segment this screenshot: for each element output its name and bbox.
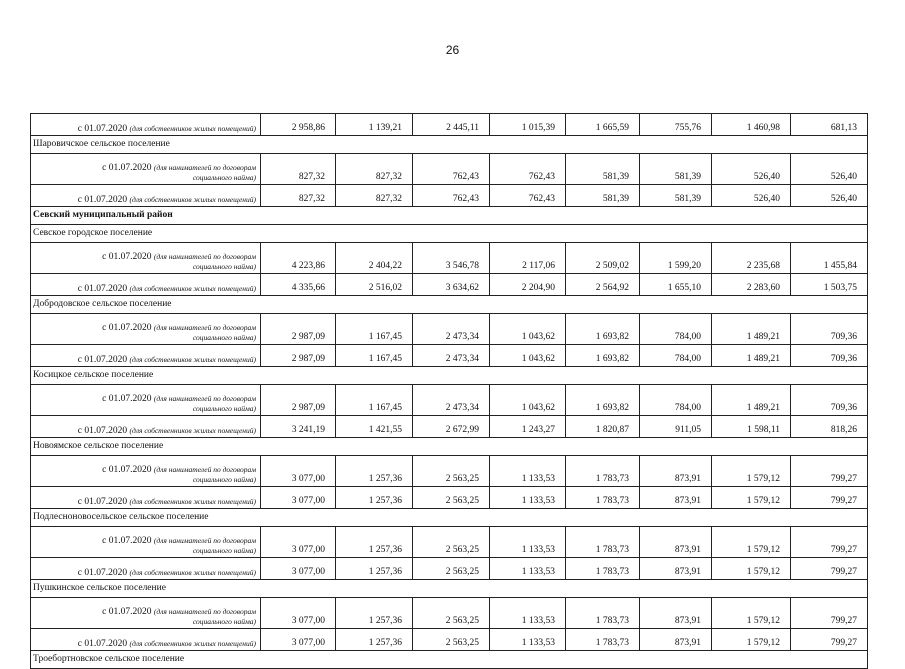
- tariff-value-cell: 799,27: [791, 527, 868, 558]
- tariff-value-cell: 709,36: [791, 314, 868, 345]
- date-label: с 01.07.2020: [102, 323, 152, 333]
- tariff-value-cell: 784,00: [640, 385, 712, 416]
- tariff-value-cell: 1 503,75: [791, 274, 868, 296]
- tariff-value-cell: 1 655,10: [640, 274, 712, 296]
- tariff-value-cell: 4 335,66: [261, 274, 336, 296]
- table-row: [31, 580, 868, 598]
- tariff-value-cell: 2 445,11: [413, 114, 490, 136]
- tariff-value-cell: 709,36: [791, 385, 868, 416]
- date-label: с 01.07.2020: [102, 465, 152, 475]
- tenant-note-line1: (для нанимателей по договорам: [153, 394, 256, 403]
- date-label: с 01.07.2020: [102, 252, 152, 262]
- tariff-value-cell: 2 473,34: [413, 385, 490, 416]
- tariff-value-cell: 3 077,00: [261, 598, 336, 629]
- table-row: [31, 136, 868, 154]
- tariff-value-cell: 911,05: [640, 416, 712, 438]
- tariff-value-cell: 1 579,12: [712, 558, 791, 580]
- page-number: 26: [445, 43, 460, 57]
- settlement-heading: Косицкое сельское поселение: [31, 367, 868, 385]
- owner-note: (для собственников жилых помещений): [129, 568, 256, 577]
- date-label: с 01.07.2020: [77, 284, 128, 294]
- tariff-value-cell: 1 257,36: [336, 598, 413, 629]
- date-label: с 01.07.2020: [77, 426, 128, 436]
- table-row: [31, 154, 868, 185]
- settlement-heading: Пушкинское сельское поселение: [31, 580, 868, 598]
- tariff-value-cell: 784,00: [640, 314, 712, 345]
- tariff-value-cell: 1 579,12: [712, 527, 791, 558]
- tariff-value-cell: 2 672,99: [413, 416, 490, 438]
- tariff-value-cell: 2 563,25: [413, 558, 490, 580]
- tariff-value-cell: 581,39: [640, 154, 712, 185]
- tariff-value-cell: 827,32: [261, 185, 336, 207]
- tariff-value-cell: 3 077,00: [261, 456, 336, 487]
- tariff-value-cell: 1 599,20: [640, 243, 712, 274]
- tenant-row-label: [31, 598, 261, 629]
- date-label: с 01.07.2020: [102, 163, 152, 173]
- tenant-note-line1: (для нанимателей по договорам: [153, 607, 256, 616]
- tariff-value-cell: 3 077,00: [261, 629, 336, 651]
- tenant-note-line1: (для нанимателей по договорам: [153, 465, 256, 474]
- date-label: с 01.07.2020: [77, 355, 128, 365]
- tariff-value-cell: 762,43: [490, 154, 566, 185]
- settlement-heading: Новоямское сельское поселение: [31, 438, 868, 456]
- table-row: [31, 527, 868, 558]
- tariff-value-cell: 1 783,73: [566, 487, 640, 509]
- tariff-value-cell: 1 579,12: [712, 629, 791, 651]
- table-row: [31, 558, 868, 580]
- tenant-row-label: [31, 456, 261, 487]
- tariff-value-cell: 799,27: [791, 487, 868, 509]
- tariff-value-cell: 1 783,73: [566, 558, 640, 580]
- tariff-value-cell: 1 693,82: [566, 345, 640, 367]
- tariff-value-cell: 1 167,45: [336, 345, 413, 367]
- table-row: [31, 367, 868, 385]
- tariff-value-cell: 2 987,09: [261, 345, 336, 367]
- tariff-value-cell: 3 077,00: [261, 558, 336, 580]
- table-row: [31, 487, 868, 509]
- tariff-value-cell: 581,39: [566, 154, 640, 185]
- tariff-value-cell: 1 579,12: [712, 598, 791, 629]
- tariff-value-cell: 1 133,53: [490, 487, 566, 509]
- date-label: с 01.07.2020: [77, 124, 128, 134]
- tariff-value-cell: 827,32: [261, 154, 336, 185]
- tenant-row-label: [31, 385, 261, 416]
- owner-note: (для собственников жилых помещений): [129, 639, 256, 648]
- tariff-value-cell: 3 546,78: [413, 243, 490, 274]
- tariff-value-cell: 1 257,36: [336, 487, 413, 509]
- tariff-value-cell: 827,32: [336, 185, 413, 207]
- owner-note: (для собственников жилых помещений): [129, 355, 256, 364]
- owner-note: (для собственников жилых помещений): [129, 497, 256, 506]
- tenant-note-line2: социального найма): [192, 262, 256, 271]
- tariff-value-cell: 3 077,00: [261, 487, 336, 509]
- table-row: [31, 243, 868, 274]
- tariff-value-cell: 1 598,11: [712, 416, 791, 438]
- tariff-value-cell: 2 987,09: [261, 385, 336, 416]
- tariff-value-cell: 1 257,36: [336, 527, 413, 558]
- tariff-value-cell: 2 958,86: [261, 114, 336, 136]
- tariff-value-cell: 873,91: [640, 487, 712, 509]
- owner-note: (для собственников жилых помещений): [129, 124, 256, 133]
- tenant-note-line2: социального найма): [192, 173, 256, 182]
- tariff-value-cell: 1 043,62: [490, 345, 566, 367]
- tariff-value-cell: 1 693,82: [566, 314, 640, 345]
- owner-row-label: [31, 487, 261, 509]
- tariff-value-cell: 1 783,73: [566, 456, 640, 487]
- tariff-value-cell: 799,27: [791, 629, 868, 651]
- tariff-value-cell: 2 404,22: [336, 243, 413, 274]
- tariff-value-cell: 1 579,12: [712, 487, 791, 509]
- tariff-value-cell: 2 509,02: [566, 243, 640, 274]
- tariff-value-cell: 873,91: [640, 558, 712, 580]
- tariff-value-cell: 762,43: [413, 185, 490, 207]
- tariff-value-cell: 709,36: [791, 345, 868, 367]
- tariff-value-cell: 2 283,60: [712, 274, 791, 296]
- settlement-heading: Шаровичское сельское поселение: [31, 136, 868, 154]
- tenant-note-line2: социального найма): [192, 475, 256, 484]
- tariff-value-cell: 1 455,84: [791, 243, 868, 274]
- tariff-value-cell: 581,39: [566, 185, 640, 207]
- tariff-value-cell: 3 077,00: [261, 527, 336, 558]
- table-row: [31, 509, 868, 527]
- tenant-note-line2: социального найма): [192, 617, 256, 626]
- tariff-value-cell: 799,27: [791, 456, 868, 487]
- tariff-value-cell: 581,39: [640, 185, 712, 207]
- table-row: [31, 416, 868, 438]
- tariff-value-cell: 827,32: [336, 154, 413, 185]
- tariff-value-cell: 1 693,82: [566, 385, 640, 416]
- table-row: [31, 274, 868, 296]
- tariff-value-cell: 784,00: [640, 345, 712, 367]
- settlement-heading: Добродовское сельское поселение: [31, 296, 868, 314]
- tariff-value-cell: 2 473,34: [413, 345, 490, 367]
- tariff-value-cell: 873,91: [640, 456, 712, 487]
- tariff-value-cell: 1 783,73: [566, 629, 640, 651]
- owner-note: (для собственников жилых помещений): [129, 426, 256, 435]
- tariff-value-cell: 3 241,19: [261, 416, 336, 438]
- tariff-value-cell: 1 133,53: [490, 558, 566, 580]
- tariff-value-cell: 818,26: [791, 416, 868, 438]
- owner-row-label: [31, 345, 261, 367]
- tariff-value-cell: 1 139,21: [336, 114, 413, 136]
- tariff-value-cell: 762,43: [490, 185, 566, 207]
- tariff-value-cell: 2 564,92: [566, 274, 640, 296]
- tariff-value-cell: 1 133,53: [490, 629, 566, 651]
- tenant-row-label: [31, 243, 261, 274]
- settlement-heading: Троебортновское сельское поселение: [31, 651, 868, 669]
- tariff-value-cell: 762,43: [413, 154, 490, 185]
- tariff-value-cell: 1 257,36: [336, 629, 413, 651]
- tariff-value-cell: 2 516,02: [336, 274, 413, 296]
- tariff-value-cell: 1 133,53: [490, 456, 566, 487]
- table-row: [31, 385, 868, 416]
- tariff-value-cell: 2 563,25: [413, 629, 490, 651]
- tariff-value-cell: 526,40: [791, 185, 868, 207]
- date-label: с 01.07.2020: [102, 607, 152, 617]
- date-label: с 01.07.2020: [77, 568, 128, 578]
- tariff-value-cell: 2 204,90: [490, 274, 566, 296]
- district-heading: Севский муниципальный район: [31, 207, 868, 225]
- table-row: [31, 314, 868, 345]
- table-row: [31, 207, 868, 225]
- owner-row-label: [31, 416, 261, 438]
- tenant-note-line1: (для нанимателей по договорам: [153, 252, 256, 261]
- tenant-note-line2: социального найма): [192, 546, 256, 555]
- tariff-value-cell: 873,91: [640, 527, 712, 558]
- tenant-note-line1: (для нанимателей по договорам: [153, 163, 256, 172]
- tenant-note-line1: (для нанимателей по договорам: [153, 323, 256, 332]
- table-row: [31, 225, 868, 243]
- tariff-value-cell: 755,76: [640, 114, 712, 136]
- tariff-value-cell: 2 117,06: [490, 243, 566, 274]
- tariff-value-cell: 3 634,62: [413, 274, 490, 296]
- tenant-note-line2: социального найма): [192, 333, 256, 342]
- tariff-value-cell: 526,40: [712, 185, 791, 207]
- tariff-value-cell: 526,40: [791, 154, 868, 185]
- tariff-value-cell: 4 223,86: [261, 243, 336, 274]
- settlement-heading: Подлесноновосельское сельское поселение: [31, 509, 868, 527]
- table-row: [31, 651, 868, 669]
- tariff-value-cell: 1 783,73: [566, 527, 640, 558]
- tariff-value-cell: 1 133,53: [490, 527, 566, 558]
- owner-note: (для собственников жилых помещений): [129, 195, 256, 204]
- table-row: [31, 345, 868, 367]
- tariff-value-cell: 799,27: [791, 558, 868, 580]
- tariff-value-cell: 1 579,12: [712, 456, 791, 487]
- tariff-value-cell: 2 563,25: [413, 527, 490, 558]
- owner-row-label: [31, 114, 261, 136]
- tariff-value-cell: 1 015,39: [490, 114, 566, 136]
- tariff-value-cell: 1 043,62: [490, 314, 566, 345]
- tariff-value-cell: 799,27: [791, 598, 868, 629]
- tariff-value-cell: 2 563,25: [413, 487, 490, 509]
- tariff-value-cell: 1 257,36: [336, 558, 413, 580]
- owner-row-label: [31, 558, 261, 580]
- table-row: [31, 438, 868, 456]
- table-row: [31, 185, 868, 207]
- tariff-value-cell: 1 243,27: [490, 416, 566, 438]
- tariff-value-cell: 2 235,68: [712, 243, 791, 274]
- tariff-value-cell: 1 421,55: [336, 416, 413, 438]
- tariff-value-cell: 1 783,73: [566, 598, 640, 629]
- settlement-heading: Севское городское поселение: [31, 225, 868, 243]
- table-row: [31, 114, 868, 136]
- tariff-value-cell: 1 167,45: [336, 385, 413, 416]
- date-label: с 01.07.2020: [77, 497, 128, 507]
- table-row: [31, 456, 868, 487]
- tenant-row-label: [31, 154, 261, 185]
- owner-row-label: [31, 185, 261, 207]
- date-label: с 01.07.2020: [77, 639, 128, 649]
- tenant-note-line1: (для нанимателей по договорам: [153, 536, 256, 545]
- tariff-value-cell: 873,91: [640, 629, 712, 651]
- tariff-value-cell: 873,91: [640, 598, 712, 629]
- tariff-value-cell: 1 167,45: [336, 314, 413, 345]
- date-label: с 01.07.2020: [77, 195, 128, 205]
- tariff-value-cell: 1 133,53: [490, 598, 566, 629]
- table-row: [31, 296, 868, 314]
- tenant-row-label: [31, 314, 261, 345]
- date-label: с 01.07.2020: [102, 536, 152, 546]
- tariff-value-cell: 1 257,36: [336, 456, 413, 487]
- tariff-value-cell: 1 043,62: [490, 385, 566, 416]
- tariff-value-cell: 2 563,25: [413, 456, 490, 487]
- date-label: с 01.07.2020: [102, 394, 152, 404]
- tenant-note-line2: социального найма): [192, 404, 256, 413]
- tariff-value-cell: 1 460,98: [712, 114, 791, 136]
- tariff-value-cell: 2 473,34: [413, 314, 490, 345]
- owner-note: (для собственников жилых помещений): [129, 284, 256, 293]
- tariff-value-cell: 1 489,21: [712, 385, 791, 416]
- tariff-table: [30, 113, 868, 669]
- tariff-value-cell: 526,40: [712, 154, 791, 185]
- table-body: [31, 114, 868, 669]
- tariff-value-cell: 2 987,09: [261, 314, 336, 345]
- tariff-value-cell: 681,13: [791, 114, 868, 136]
- tenant-row-label: [31, 527, 261, 558]
- owner-row-label: [31, 274, 261, 296]
- table-row: [31, 598, 868, 629]
- tariff-value-cell: 1 489,21: [712, 345, 791, 367]
- tariff-value-cell: 2 563,25: [413, 598, 490, 629]
- tariff-value-cell: 1 820,87: [566, 416, 640, 438]
- tariff-value-cell: 1 489,21: [712, 314, 791, 345]
- tariff-value-cell: 1 665,59: [566, 114, 640, 136]
